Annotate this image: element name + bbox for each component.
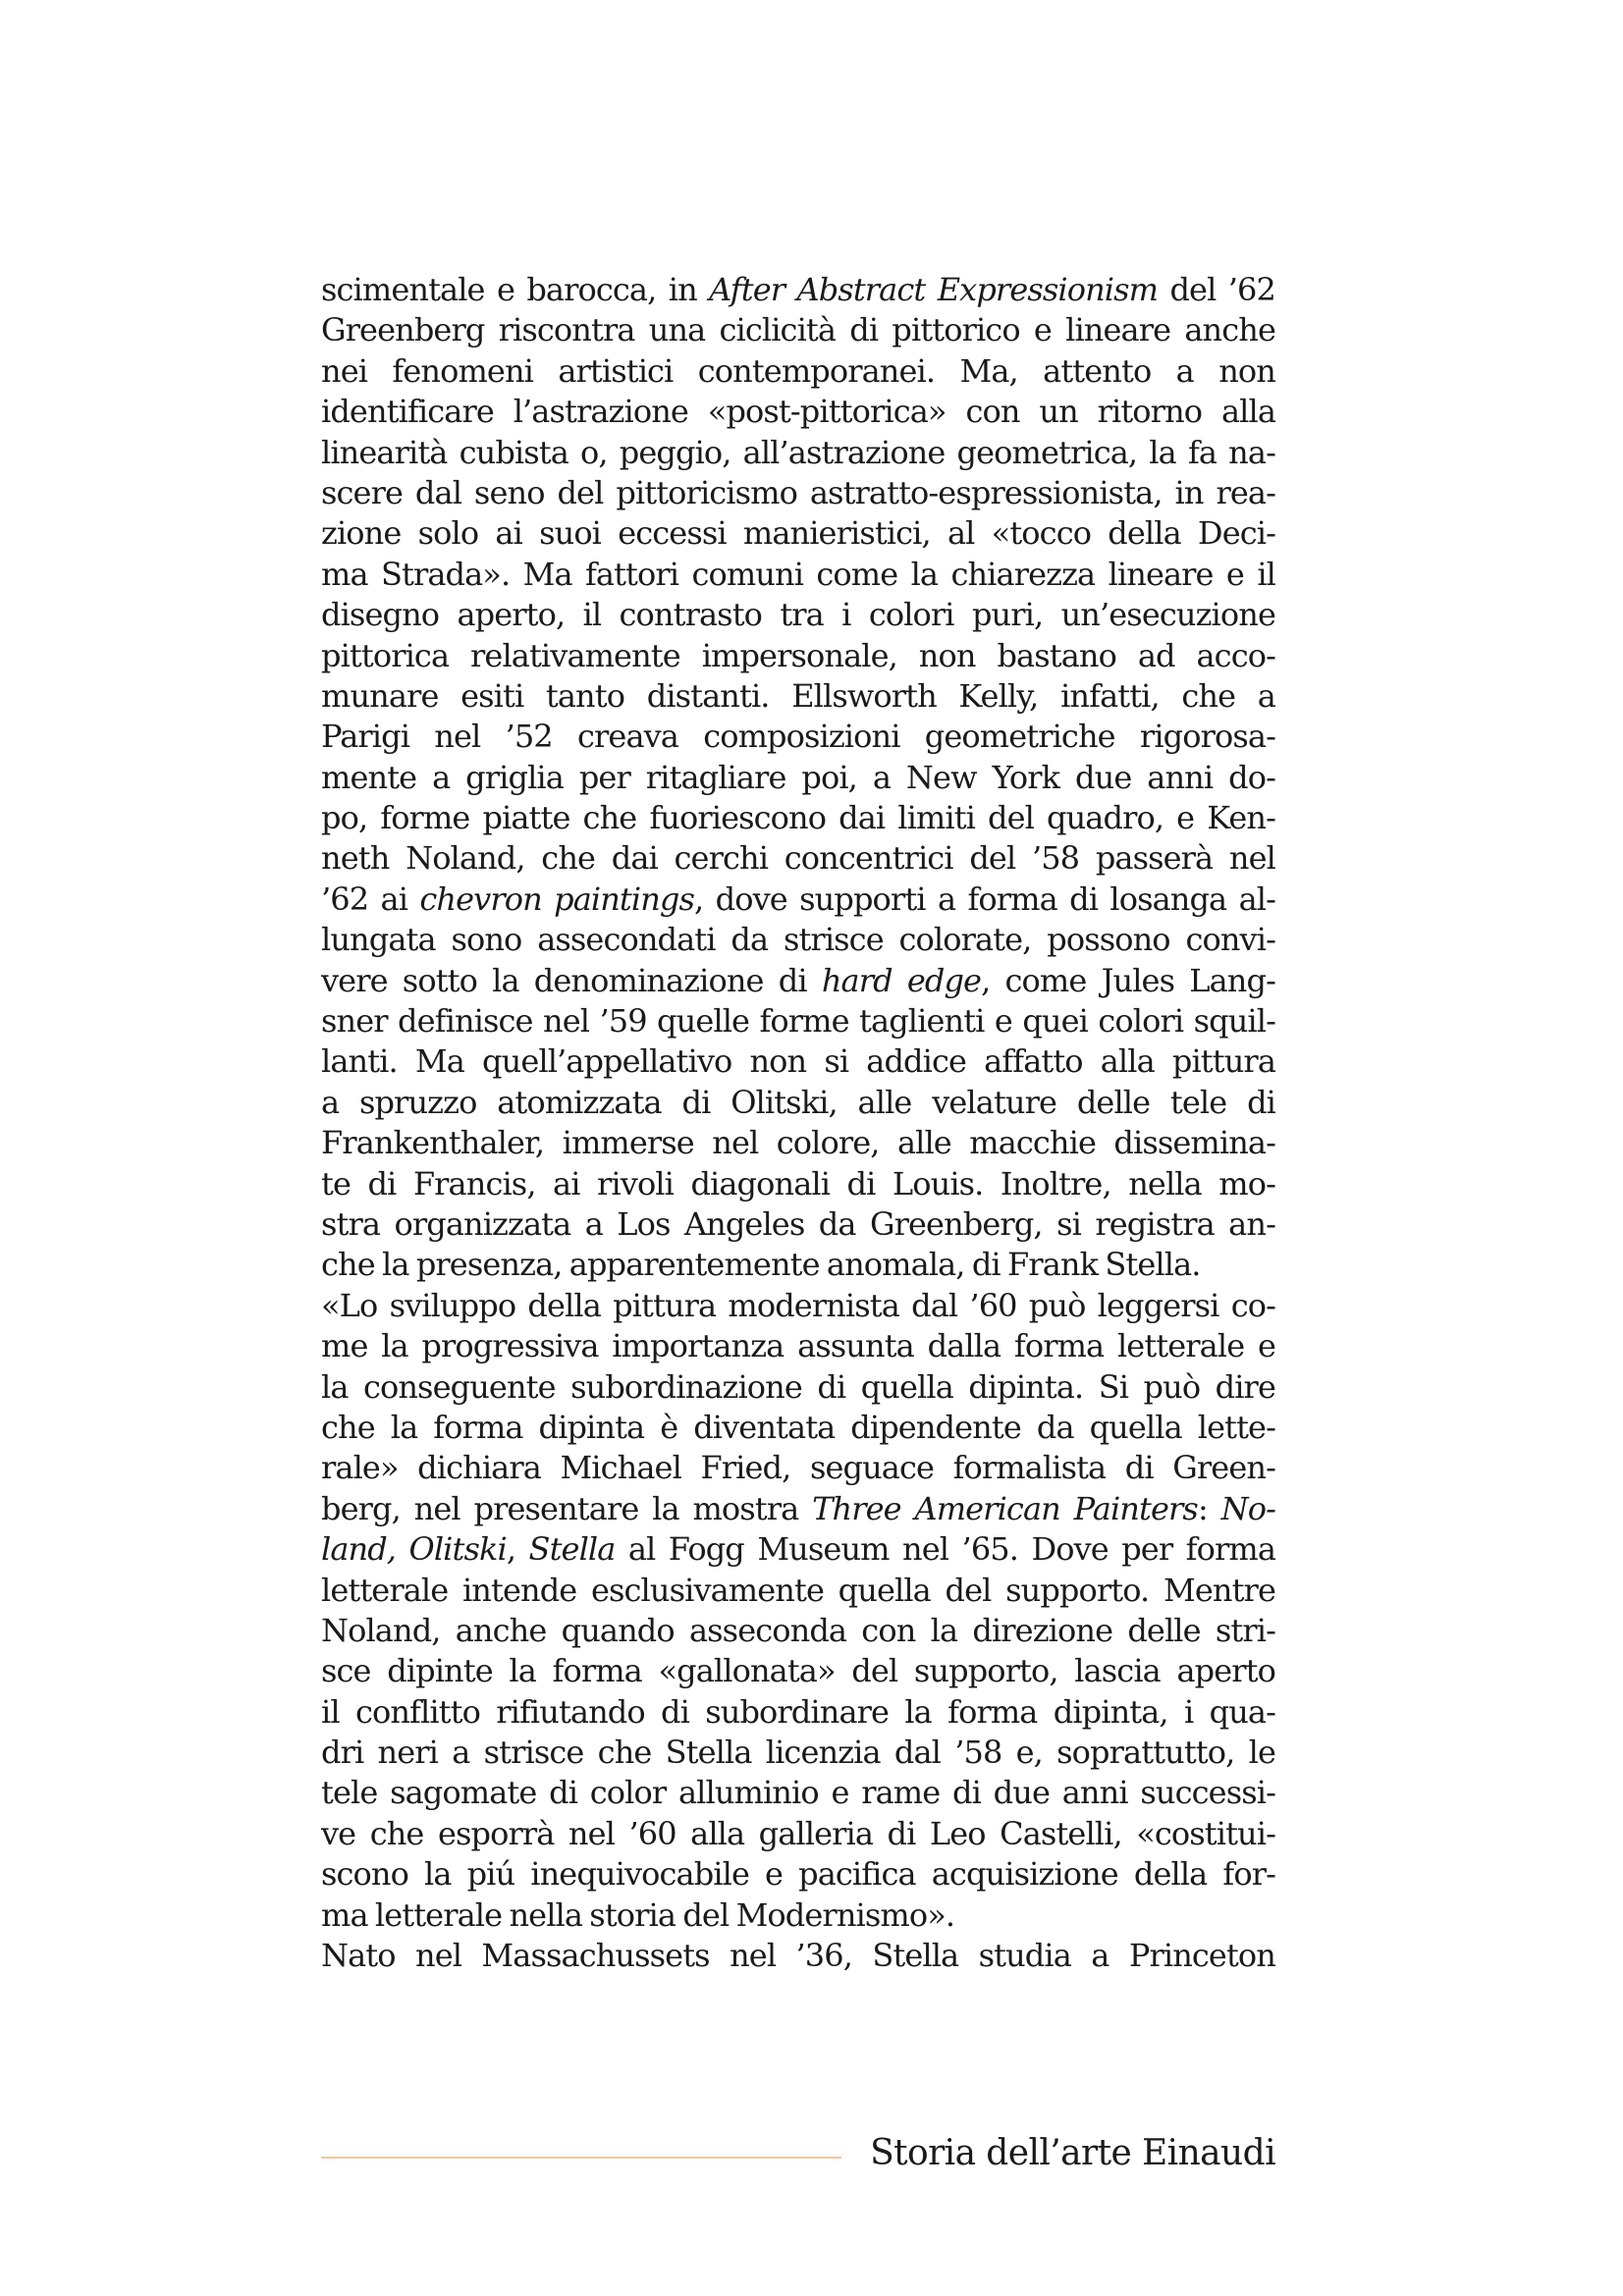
italic-title: After Abstract Expressionism [709,271,1159,308]
text-line [321,1164,1275,1204]
text-line [321,433,1275,473]
italic-title: Three American Painters [812,1489,1198,1527]
text-run: Noland, anche quando asseconda con la direzione delle stri- [321,1611,1275,1649]
text-line [321,798,1275,838]
italic-title: hard edge [821,961,982,999]
text-run: sce dipinte la forma «gallonata» del supporto, lascia aperto [321,1652,1275,1690]
text-line [321,270,1275,310]
text-line [321,1326,1275,1366]
text-line [321,555,1275,595]
text-run: letterale intende esclusivamente quella del supporto. Mentre [321,1571,1275,1609]
text-line [321,1854,1275,1895]
text-line [321,961,1275,1001]
italic-title: chevron paintings [419,880,695,918]
text-line [321,1204,1275,1245]
text-run: munare esiti tanto distanti. Ellsworth Kelly, infatti, che a [321,676,1275,715]
text-line [321,1814,1275,1854]
text-line [321,595,1275,635]
text-line [321,758,1275,798]
text-run: a spruzzo atomizzata di Olitski, alle velature delle tele di [321,1083,1275,1121]
text-run: zione solo ai suoi eccessi manieristici, al «tocco della Deci- [321,514,1275,553]
text-run: neth Noland, che dai cerchi concentrici del ’58 passerà nel [321,839,1275,878]
text-line [321,1123,1275,1163]
text-run: del ’62 [1158,271,1275,308]
text-line [321,880,1275,920]
text-line [321,1773,1275,1813]
footer-rule [321,2157,841,2159]
text-line [321,1896,1275,1936]
text-run: ’62 ai [321,880,420,918]
footer-series-title: Storia dell’arte Einaudi [870,2133,1275,2173]
text-line [321,1448,1275,1488]
text-line [321,1936,1275,1976]
text-run: Greenberg riscontra una ciclicità di pittorico e lineare anche [321,311,1275,349]
text-line [321,1041,1275,1082]
text-run: scere dal seno del pittoricismo astratto-espressionista, in rea- [321,473,1275,511]
text-line [321,838,1275,879]
text-line [321,1286,1275,1326]
text-run: pittorica relativamente impersonale, non bastano ad acco- [321,636,1275,674]
text-run: che la presenza, apparentemente anomala, di Frank Stella. [321,1246,1201,1284]
text-run: Parigi nel ’52 creava composizioni geometriche rigorosa- [321,718,1275,756]
text-run: Frankenthaler, immerse nel colore, alle macchie dissemina- [321,1124,1275,1162]
text-run: il conflitto rifiutando di subordinare la forma dipinta, i qua- [321,1692,1275,1731]
text-run: tele sagomate di color alluminio e rame di due anni successi- [321,1774,1275,1812]
text-run: identificare l’astrazione «post-pittorica» con un ritorno alla [321,393,1275,431]
text-line [321,1651,1275,1691]
italic-title: land, Olitski [321,1530,507,1569]
text-run: ma Strada». Ma fattori comuni come la chiarezza lineare e il [321,555,1275,593]
text-run: la conseguente subordinazione di quella dipinta. Si può dire [321,1367,1275,1406]
text-run: sner definisce nel ’59 quelle forme taglienti e quei colori squil- [321,1002,1275,1041]
text-line [321,351,1275,392]
text-run: , come Jules Lang- [981,961,1275,999]
text-run: nei fenomeni artistici contemporanei. Ma, attento a non [321,351,1275,390]
text-line [321,1733,1275,1773]
text-line [321,717,1275,757]
text-run: : [1197,1489,1221,1527]
text-line [321,310,1275,350]
text-line [321,636,1275,676]
text-line [321,513,1275,554]
text-run: al Fogg Museum nel ’65. Dove per forma [615,1530,1275,1569]
text-run: mente a griglia per ritagliare poi, a New York due anni do- [321,758,1275,796]
text-run: linearità cubista o, peggio, all’astrazione geometrica, la fa na- [321,433,1275,471]
italic-title: No- [1220,1489,1275,1527]
text-line [321,1367,1275,1408]
text-run: dri neri a strisce che Stella licenzia dal ’58 e, soprattutto, le [321,1734,1275,1772]
text-run: , dove supporti a forma di losanga al- [694,880,1275,918]
text-run: rale» dichiara Michael Fried, seguace formalista di Green- [321,1449,1275,1487]
text-run: che la forma dipinta è diventata dipendente da quella lette- [321,1408,1275,1446]
text-run: lungata sono assecondati da strisce colorate, possono convi- [321,921,1275,959]
text-line [321,1245,1275,1285]
italic-title: Stella [528,1530,616,1569]
text-run: disegno aperto, il contrasto tra i colori puri, un’esecuzione [321,596,1275,634]
text-line [321,1083,1275,1123]
text-run: te di Francis, ai rivoli diagonali di Louis. Inoltre, nella mo- [321,1164,1275,1202]
text-run: , [506,1530,529,1569]
text-run: stra organizzata a Los Angeles da Greenberg, si registra an- [321,1204,1275,1243]
text-line [321,1571,1275,1611]
text-line [321,920,1275,960]
text-run: scono la piú inequivocabile e pacifica acquisizione della for- [321,1855,1275,1894]
text-line [321,1529,1275,1570]
body-text [321,270,1275,1976]
text-line [321,1611,1275,1651]
text-run: berg, nel presentare la mostra [321,1489,813,1527]
text-run: me la progressiva importanza assunta dalla forma letterale e [321,1327,1275,1365]
text-run: scimentale e barocca, in [321,271,710,308]
text-line [321,1001,1275,1041]
text-run: «Lo sviluppo della pittura modernista dal ’60 può leggersi co- [321,1286,1275,1324]
text-run: ve che esporrà nel ’60 alla galleria di Leo Castelli, «costitui- [321,1814,1275,1852]
text-run: vere sotto la denominazione di [321,961,822,999]
text-line [321,392,1275,432]
text-line [321,1489,1275,1529]
text-line [321,676,1275,717]
text-line [321,1692,1275,1733]
text-run: Nato nel Massachussets nel ’36, Stella studia a Princeton [321,1937,1275,1975]
text-run: lanti. Ma quell’appellativo non si addice affatto alla pittura [321,1042,1275,1081]
text-run: ma letterale nella storia del Modernismo». [321,1896,955,1934]
text-line [321,473,1275,513]
text-run: po, forme piatte che fuoriescono dai limiti del quadro, e Ken- [321,799,1275,837]
text-line [321,1408,1275,1448]
